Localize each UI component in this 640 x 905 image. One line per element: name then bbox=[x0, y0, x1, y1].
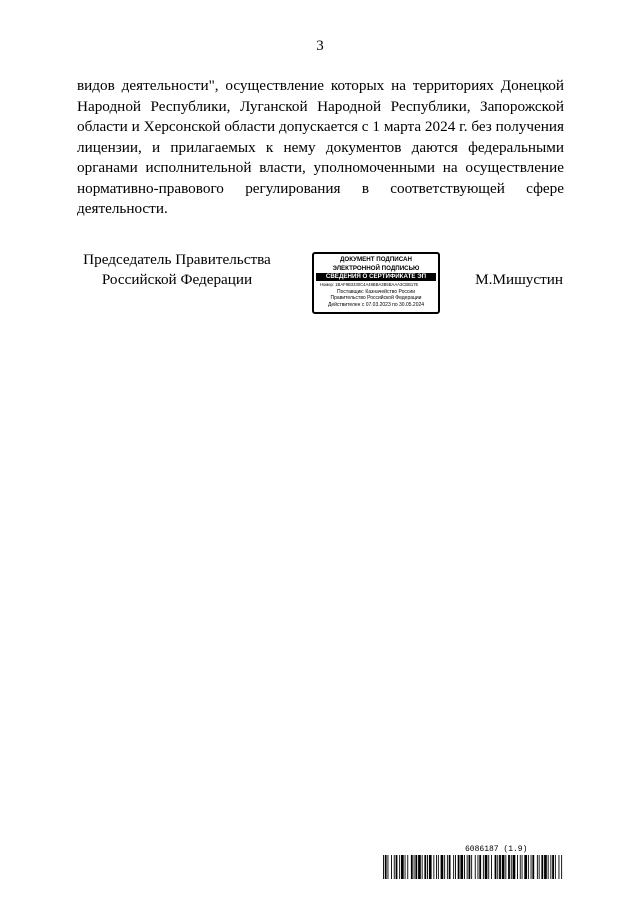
body-line: Народной Республики, Луганской Народной Республики, Запорожской bbox=[77, 97, 564, 115]
electronic-signature-stamp bbox=[312, 252, 440, 314]
signatory-position bbox=[77, 250, 277, 290]
stamp-head-line: ДОКУМЕНТ ПОДПИСАН bbox=[340, 256, 412, 263]
barcode-label: 6086187 (1.9) bbox=[465, 845, 528, 854]
body-line: области и Херсонской области допускается с 1 марта 2024 г. без получения bbox=[77, 118, 564, 135]
stamp-number: Номер: 1BAF9B3330C4A48BBA3B5BAAA3CBB17E bbox=[320, 282, 419, 287]
body-text bbox=[77, 76, 564, 220]
body-line: видов деятельности", осуществление которых на территориях Донецкой bbox=[77, 77, 564, 94]
signatory-name: М.Мишустин bbox=[475, 271, 563, 288]
stamp-issuer: Поставщик: Казначейство России bbox=[336, 288, 415, 295]
stamp-head-line: ЭЛЕКТРОННОЙ ПОДПИСЬЮ bbox=[332, 265, 420, 272]
body-line: лицензии, и прилагаемых к нему документов даются федеральными bbox=[77, 138, 564, 156]
signatory-position-line: Председатель Правительства bbox=[83, 251, 271, 268]
body-line: нормативно-правового регулирования в соответствующей сфере bbox=[77, 179, 564, 197]
stamp-validity: Действителен с 07.03.2023 по 30.05.2024 bbox=[327, 301, 425, 308]
body-line: органами исполнительной власти, уполномоченными на осуществление bbox=[77, 159, 564, 176]
stamp-certificate-bar: СВЕДЕНИЯ О СЕРТИФИКАТЕ ЭП bbox=[316, 273, 436, 281]
page-number: 3 bbox=[316, 38, 324, 54]
stamp-owner: Правительство Российской Федерации bbox=[330, 295, 422, 301]
signatory-position-line: Российской Федерации bbox=[101, 271, 253, 288]
body-line: деятельности. bbox=[77, 200, 168, 217]
barcode bbox=[383, 855, 563, 879]
